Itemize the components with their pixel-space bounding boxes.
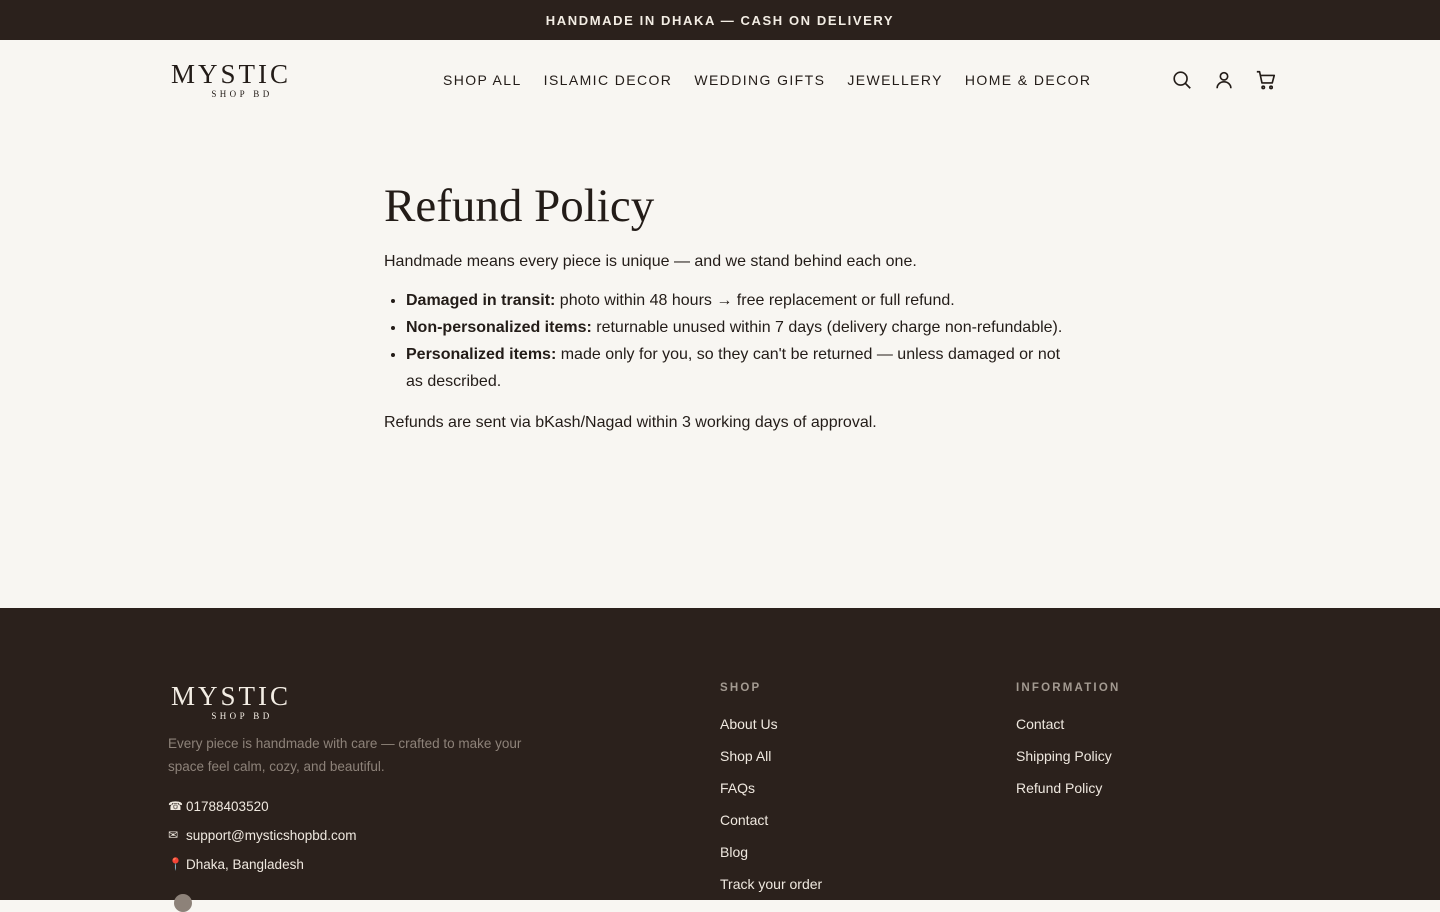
search-button[interactable]	[1170, 68, 1194, 92]
logo-main-text: MYSTIC	[170, 59, 291, 89]
footer-link-blog[interactable]: Blog	[720, 844, 749, 860]
nav-islamic-decor[interactable]: ISLAMIC DECOR	[543, 72, 673, 88]
search-icon	[1171, 69, 1193, 91]
account-icon	[1213, 69, 1235, 91]
mail-icon: ✉	[168, 828, 179, 842]
account-button[interactable]	[1212, 68, 1236, 92]
announcement-bar	[0, 0, 1440, 40]
facebook-icon[interactable]	[174, 894, 192, 912]
policy-content	[384, 178, 1064, 436]
footer-shop-column	[720, 682, 822, 900]
header-icons	[1170, 40, 1278, 120]
cart-button[interactable]	[1254, 68, 1278, 92]
footer-link-about-us[interactable]: About Us	[720, 716, 778, 732]
site-logo[interactable]	[168, 60, 294, 100]
policy-text: returnable unused within 7 days (delivery charge non-refundable).	[591, 319, 1063, 336]
footer-link-faqs[interactable]: FAQs	[720, 780, 756, 796]
policy-closing: Refunds are sent via bKash/Nagad within 3 working days of approval.	[384, 414, 877, 431]
footer-location	[168, 850, 357, 879]
footer-contact	[168, 792, 357, 879]
footer-email	[168, 821, 357, 850]
footer-description: Every piece is handmade with care — crafted to make your space feel calm, cozy, and beautiful.	[168, 736, 522, 774]
footer-link-info-contact[interactable]: Contact	[1016, 716, 1065, 732]
footer-link-contact[interactable]: Contact	[720, 812, 769, 828]
policy-list	[384, 287, 1064, 395]
site-header	[0, 40, 1440, 120]
footer-information-heading: INFORMATION	[1016, 682, 1121, 694]
main-nav	[443, 40, 1091, 120]
nav-home-decor[interactable]: HOME & DECOR	[964, 72, 1092, 88]
footer-link-shop-all[interactable]: Shop All	[720, 748, 772, 764]
main-content	[0, 120, 1440, 608]
policy-term: Damaged in transit:	[406, 292, 556, 309]
footer-phone	[168, 792, 357, 821]
policy-term: Non-personalized items:	[406, 319, 592, 336]
policy-text: made only for you, so they can't be returned — unless damaged or not as described.	[406, 346, 1061, 390]
footer-link-refund-policy[interactable]: Refund Policy	[1016, 780, 1103, 796]
nav-wedding-gifts[interactable]: WEDDING GIFTS	[694, 72, 826, 88]
location-text: Dhaka, Bangladesh	[186, 857, 304, 872]
policy-term: Personalized items:	[406, 346, 557, 363]
footer-logo[interactable]	[168, 682, 294, 722]
location-pin-icon: 📍	[168, 857, 183, 871]
logo-sub-text: SHOP BD	[211, 89, 273, 99]
nav-shop-all[interactable]: SHOP ALL	[443, 72, 522, 88]
page-title: Refund Policy	[384, 180, 655, 232]
policy-item-damaged	[406, 287, 1064, 314]
phone-icon: ☎	[168, 799, 183, 813]
policy-text: photo within 48 hours → free replacement or full refund.	[555, 292, 955, 309]
announcement-text: HANDMADE IN DHAKA — CASH ON DELIVERY	[545, 12, 895, 28]
policy-item-non-personalized	[406, 314, 1064, 341]
email-text[interactable]: support@mysticshopbd.com	[186, 828, 357, 843]
nav-jewellery[interactable]: JEWELLERY	[847, 72, 943, 88]
site-footer	[0, 608, 1440, 900]
footer-logo-main-text: MYSTIC	[170, 681, 291, 711]
footer-link-track-order[interactable]: Track your order	[720, 876, 823, 892]
footer-link-shipping-policy[interactable]: Shipping Policy	[1016, 748, 1112, 764]
phone-text[interactable]: 01788403520	[186, 799, 269, 814]
footer-information-column	[1016, 682, 1120, 804]
cart-icon	[1255, 69, 1277, 91]
policy-item-personalized	[406, 341, 1064, 395]
footer-shop-heading: SHOP	[720, 682, 762, 694]
policy-intro: Handmade means every piece is unique — and we stand behind each one.	[384, 253, 917, 270]
footer-logo-sub-text: SHOP BD	[211, 711, 273, 721]
